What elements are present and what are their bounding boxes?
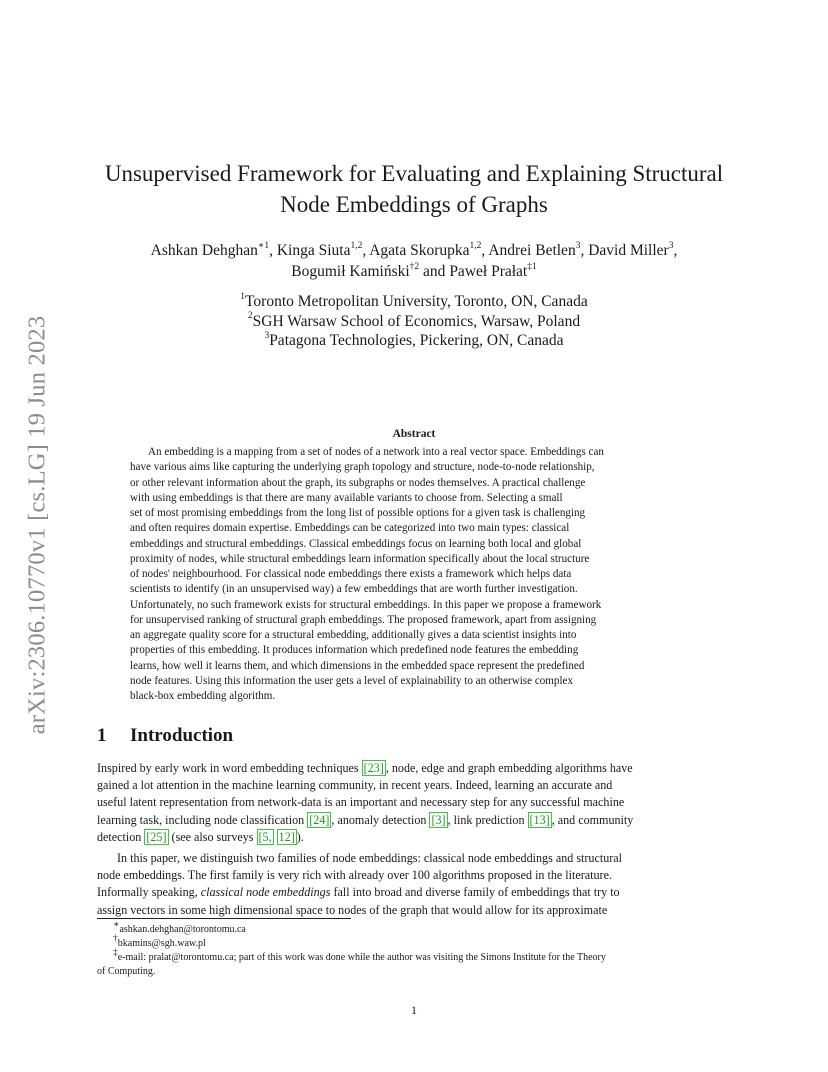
abstract-line: embeddings and structural embeddings. Classical embeddings focus on learning both local and global — [130, 537, 582, 550]
emphasis-term: classical node embeddings — [200, 885, 331, 900]
title-line-2: Node Embeddings of Graphs — [280, 192, 548, 217]
abstract-line: learns, how well it learns them, and which dimensions in the embedded space represent the predefined — [130, 659, 585, 672]
page-number: 1 — [411, 1003, 417, 1017]
footnote-3: ‡e-mail: pralat@torontomu.ca; part of this work was done while the author was visiting the Simons Institute for the Theory — [113, 947, 606, 963]
author-mark: ∗1 — [257, 240, 270, 251]
abstract-line: for unsupervised ranking of structural graph embeddings. The proposed framework, apart from assigning — [130, 613, 597, 626]
abstract-line: set of most promising embeddings from the long list of possible options for a given task is challenging — [130, 507, 586, 519]
abstract-heading: Abstract — [392, 428, 436, 440]
arxiv-identifier-stamp — [17, 290, 57, 760]
author-line-2: Bogumił Kamiński$^{\dagger 2}$ and Paweł Prałat$^{\ddagger 1}$ — [291, 261, 537, 280]
citation-link-25[interactable]: [25] — [146, 829, 167, 844]
section-number: 1 — [97, 725, 107, 746]
intro-line: useful latent representation from network-data is an important and necessary step for any successful machine — [97, 795, 625, 810]
footnote-1: ∗ashkan.dehghan@torontomu.ca — [113, 919, 246, 935]
citation-link-24[interactable]: [24] — [309, 812, 330, 827]
footnotes — [97, 919, 737, 979]
abstract-line: properties of this embedding. It produces information which predefined node features the embedding — [130, 644, 579, 657]
author-name: Andrei Betlen — [488, 242, 576, 259]
abstract-line: have various aims like capturing the underlying graph topology and structure, node-to-node relationship, — [130, 461, 595, 474]
author-name: Bogumił Kamiński — [291, 263, 410, 280]
footnote-2: †bkamins@sgh.waw.pl — [113, 933, 206, 949]
abstract-line: with using embeddings is that there are many available variants to choose from. Selecting a small — [130, 491, 563, 504]
abstract-line: of nodes' neighbourhood. For classical node embeddings there exists a framework which helps data — [130, 568, 572, 580]
abstract-line: black-box embedding algorithm. — [130, 690, 276, 702]
arxiv-identifier-text: arXiv:2306.10770v1 [cs.LG] 19 Jun 2023 — [23, 315, 51, 735]
author-list — [80, 240, 748, 282]
intro-line: assign vectors in some high dimensional space to nodes of the graph that would allow for its approximate — [97, 902, 608, 917]
intro-line: In this paper, we distinguish two families of node embeddings: classical node embeddings and structural — [117, 851, 622, 866]
affiliation-1: $^1$Toronto Metropolitan University, Toronto, ON, Canada — [240, 291, 588, 310]
affiliation-3: $^3$Patagona Technologies, Pickering, ON, Canada — [264, 330, 564, 349]
abstract-line: an aggregate quality score for a structural embedding, additionally gives a data scientist insights into — [130, 629, 577, 641]
author-mark: ‡1 — [527, 261, 537, 272]
abstract-line: Unfortunately, no such framework exists for structural embeddings. In this paper we propose a framework — [130, 598, 602, 611]
abstract-line: An embedding is a mapping from a set of nodes of a network into a real vector space. Embeddings can — [148, 446, 604, 458]
section-title: Introduction — [130, 725, 234, 746]
author-name: Kinga Siuta — [276, 242, 351, 259]
introduction-body — [97, 760, 731, 919]
author-name: David Miller — [588, 242, 669, 259]
intro-line: detection [25] (see also surveys [5, 12] ). — [97, 829, 304, 844]
citation-link-12[interactable]: 12] — [278, 829, 295, 844]
citation-link-3[interactable]: [3] — [431, 812, 446, 827]
footnote-rule — [97, 918, 351, 919]
affiliation-2: $^2$SGH Warsaw School of Economics, Warsaw, Poland — [247, 311, 581, 330]
author-name: Paweł Prałat — [449, 263, 528, 280]
citation-link-5[interactable]: [5, — [258, 829, 272, 844]
author-mark: 3 — [668, 240, 674, 251]
author-line-1: Ashkan Dehghan$^{∗1}$, Kinga Siuta$^{1,2}$, Agata Skorupka$^{1,2}$, Andrei Betlen$^3$, David Miller$^3$, — [150, 240, 678, 259]
citation-link-23[interactable]: [23] — [363, 761, 384, 775]
paper-title — [80, 158, 748, 220]
abstract-line: scientists to identify (in an unsupervised way) a few embeddings that are worth further investigation. — [130, 583, 578, 596]
author-mark: 1,2 — [469, 240, 482, 251]
intro-line: node embeddings. The first family is very rich with already over 100 algorithms proposed in the literature. — [97, 868, 612, 883]
intro-line: learning task, including node classification [24] , anomaly detection [3] , link prediction [13] , and community — [97, 812, 634, 827]
abstract-line: node features. Using this information the user gets a level of explainability to an otherwise complex — [130, 674, 574, 687]
intro-line: gained a lot attention in the machine learning community, in recent years. Indeed, learning an accurate and — [97, 778, 613, 793]
author-mark: †2 — [409, 261, 420, 272]
title-line-1: Unsupervised Framework for Evaluating and Explaining Structural — [104, 161, 724, 186]
author-mark: 1,2 — [350, 240, 363, 251]
abstract-line: or other relevant information about the graph, its subgraphs or nodes themselves. A practical challenge — [130, 476, 586, 489]
abstract-body — [130, 445, 698, 704]
intro-line: Informally speaking, classical node embeddings fall into broad and diverse family of embeddings that try to — [97, 885, 620, 900]
abstract-line: proximity of nodes, while structural embeddings learn information specifically about the local structure — [130, 552, 590, 565]
author-name: Ashkan Dehghan — [150, 242, 258, 259]
affiliation-list — [80, 292, 748, 351]
section-heading-introduction — [97, 725, 233, 747]
author-mark: 3 — [575, 240, 581, 251]
author-name: Agata Skorupka — [369, 242, 470, 259]
intro-line: Inspired by early work in word embedding techniques [23] , node, edge and graph embedding algorithms have — [97, 761, 633, 775]
footnote-3-continuation: of Computing. — [97, 966, 156, 977]
abstract-line: and often requires domain expertise. Embeddings can be categorized into two main types: classical — [130, 522, 570, 535]
citation-link-13[interactable]: [13] — [529, 812, 550, 827]
